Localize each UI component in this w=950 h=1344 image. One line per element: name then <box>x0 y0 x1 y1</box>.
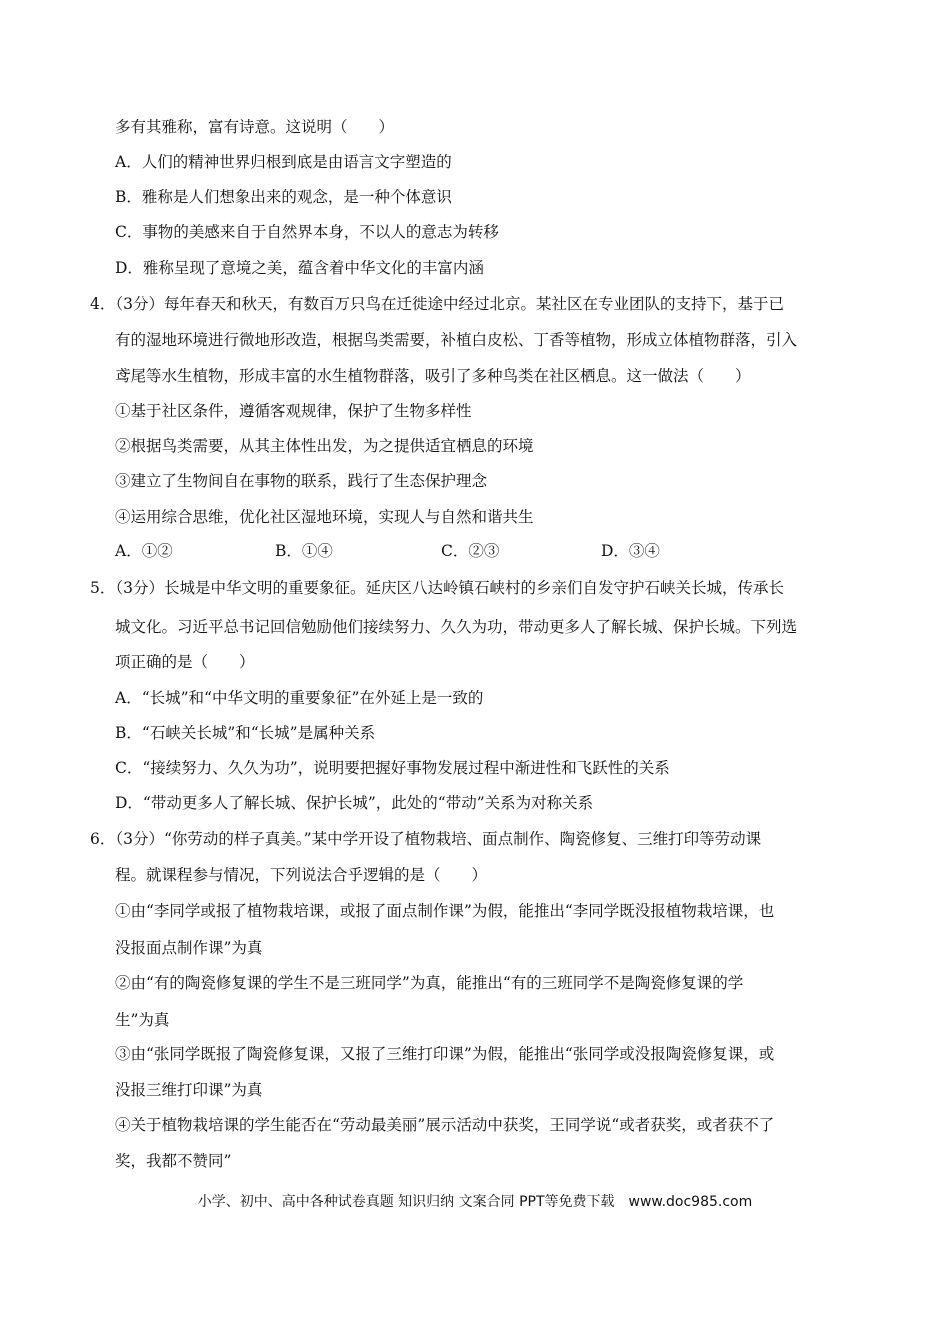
q4-choice-b: B．①④ <box>275 542 333 560</box>
q4-choice-a: A．①② <box>115 542 173 560</box>
q6-stem-line-2: 程。就课程参与情况，下列说法合乎逻辑的是（ ） <box>115 866 488 884</box>
q4-statement-4: ④运用综合思维，优化社区湿地环境，实现人与自然和谐共生 <box>115 508 534 526</box>
q6-statement-2-line-1: ②由“有的陶瓷修复课的学生不是三班同学”为真，能推出“有的三班同学不是陶瓷修复课的学 <box>115 974 744 992</box>
q4-stem-line-2: 有的湿地环境进行微地形改造，根据鸟类需要，补植白皮松、丁香等植物，形成立体植物群落，引入 <box>115 331 798 349</box>
q3-option-c: C．事物的美感来自于自然界本身，不以人的意志为转移 <box>115 223 499 241</box>
q3-stem-continuation: 多有其雅称，富有诗意。这说明（ ） <box>115 118 395 136</box>
q5-stem-line-3: 项正确的是（ ） <box>115 653 255 671</box>
q6-statement-2-line-2: 生”为真 <box>115 1011 170 1029</box>
page-footer: 小学、初中、高中各种试卷真题 知识归纳 文案合同 PPT等免费下载 www.doc985.com <box>197 1194 753 1210</box>
q3-option-a: A．人们的精神世界归根到底是由语言文字塑造的 <box>115 153 452 171</box>
q6-statement-4-line-1: ④关于植物栽培课的学生能否在“劳动最美丽”展示活动中获奖，王同学说“或者获奖，或者获不了 <box>115 1116 775 1134</box>
q5-option-b: B．“石峡关长城”和“长城”是属种关系 <box>115 724 376 742</box>
q6-statement-1-line-2: 没报面点制作课”为真 <box>115 939 263 957</box>
q5-stem-line-2: 城文化。习近平总书记回信勉励他们接续努力、久久为功，带动更多人了解长城、保护长城。下列选 <box>115 618 798 636</box>
q6-statement-3-line-1: ③由“张同学既报了陶瓷修复课，又报了三维打印课”为假，能推出“张同学或没报陶瓷修复课，或 <box>115 1045 775 1063</box>
q6-statement-3-line-2: 没报三维打印课”为真 <box>115 1081 263 1099</box>
q6-stem-line-1: 6．（3分）“你劳动的样子真美。”某中学开设了植物栽培、面点制作、陶瓷修复、三维打印等劳动课 <box>90 830 762 848</box>
q5-option-d: D．“带动更多人了解长城、保护长城”，此处的“带动”关系为对称关系 <box>115 794 594 812</box>
q4-stem-line-1: 4．（3分）每年春天和秋天，有数百万只鸟在迁徙途中经过北京。某社区在专业团队的支持下，基于已 <box>90 295 784 313</box>
q5-option-c: C．“接续努力、久久为功”，说明要把握好事物发展过程中渐进性和飞跃性的关系 <box>115 759 670 777</box>
q4-choice-d: D．③④ <box>601 542 660 560</box>
q5-stem-line-1: 5．（3分）长城是中华文明的重要象征。延庆区八达岭镇石峡村的乡亲们自发守护石峡关长城，传承长 <box>90 579 784 597</box>
q4-statement-2: ②根据鸟类需要，从其主体性出发，为之提供适宜栖息的环境 <box>115 437 534 455</box>
q4-choices <box>115 541 815 563</box>
q4-statement-3: ③建立了生物间自在事物的联系，践行了生态保护理念 <box>115 472 488 490</box>
q4-statement-1: ①基于社区条件，遵循客观规律，保护了生物多样性 <box>115 402 472 420</box>
q3-option-d: D．雅称呈现了意境之美，蕴含着中华文化的丰富内涵 <box>115 259 484 277</box>
q6-statement-4-line-2: 奖，我都不赞同” <box>115 1152 232 1170</box>
q4-stem-line-3: 鸢尾等水生植物，形成丰富的水生植物群落，吸引了多种鸟类在社区栖息。这一做法（ ） <box>115 367 751 385</box>
q5-option-a: A．“长城”和“中华文明的重要象征”在外延上是一致的 <box>115 689 484 707</box>
q6-statement-1-line-1: ①由“李同学或报了植物栽培课，或报了面点制作课”为假，能推出“李同学既没报植物栽培课，也 <box>115 902 775 920</box>
q4-choice-c: C．②③ <box>441 542 500 560</box>
q3-option-b: B．雅称是人们想象出来的观念，是一种个体意识 <box>115 188 452 206</box>
